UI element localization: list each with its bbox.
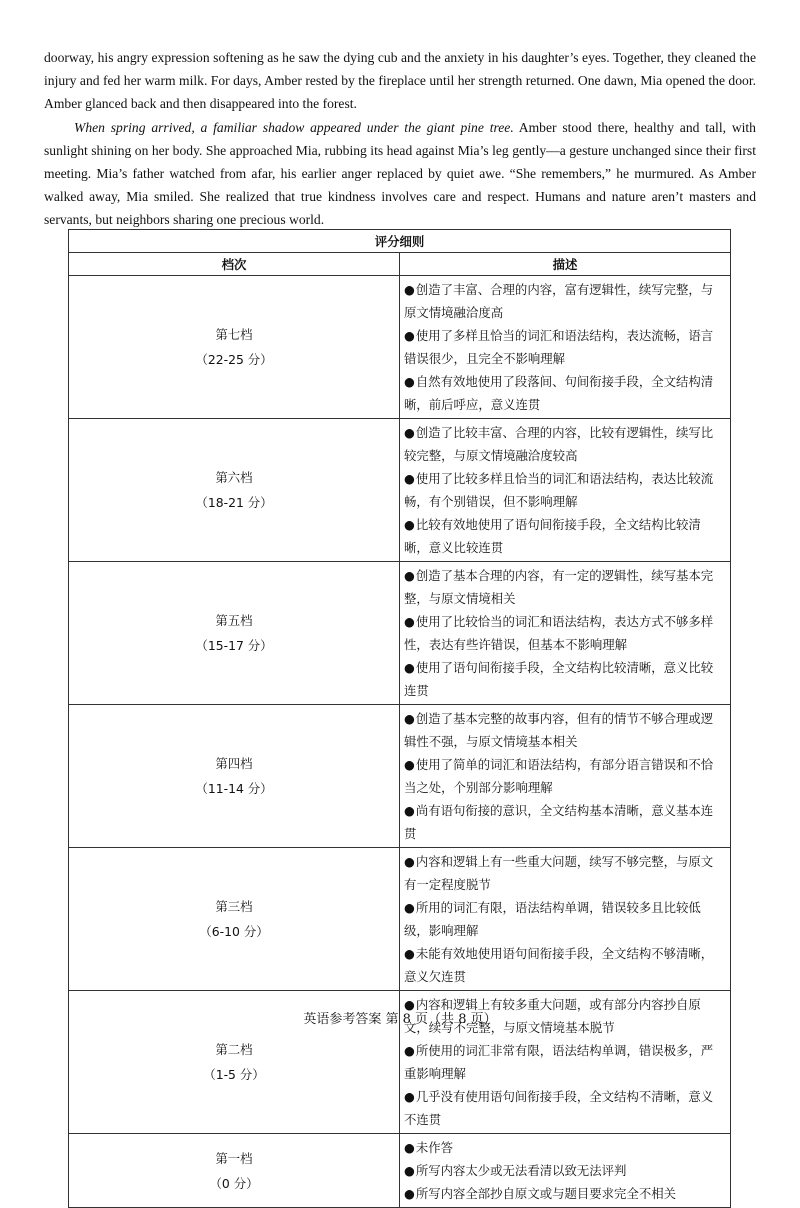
band-score-range: （15-17 分） (195, 638, 273, 653)
band-name: 第三档 (215, 899, 253, 914)
passage-paragraph-1: doorway, his angry expression softening as he saw the dying cub and the anxiety in his daughter’s eyes. Together, they cleaned the injury and fed her warm milk. For days, Amber rested by the fireplace until her strength returned. One dawn, Mia opened the door. Amber glanced back and then disappeared into the forest. (44, 50, 756, 111)
criterion-item: ● 尚有语句衔接的意识，全文结构基本清晰，意义基本连贯 (404, 799, 724, 845)
table-row (69, 562, 731, 705)
description-column-header: 描述 (400, 253, 731, 276)
criterion-item: ● 未作答 (404, 1136, 724, 1159)
criterion-item: ● 创造了基本完整的故事内容，但有的情节不够合理或逻辑性不强，与原文情境基本相关 (404, 707, 724, 753)
band-score-range: （11-14 分） (195, 781, 273, 796)
band-cell (69, 705, 400, 848)
criterion-item: ● 比较有效地使用了语句间衔接手段，全文结构比较清晰，意义比较连贯 (404, 513, 724, 559)
band-score-range: （18-21 分） (195, 495, 273, 510)
criterion-item: ● 未能有效地使用语句间衔接手段，全文结构不够清晰，意义欠连贯 (404, 942, 724, 988)
criterion-item: ● 使用了多样且恰当的词汇和语法结构，表达流畅，语言错误很少，且完全不影响理解 (404, 324, 724, 370)
band-column-header: 档次 (69, 253, 400, 276)
paragraph-body: Amber stood there, healthy and tall, with sunlight shining on her body. She approached Mia, rubbing its head against Mia’s leg gently—a gesture unchanged since their first meeting. Mia’s father watched from afar, his earlier anger replaced by quiet awe. “She remembers,” he murmured. As Amber walked away, Mia smiled. She realized that true kindness involves care and respect. Humans and nature aren’t masters and servants, but neighbors sharing one precious world. (44, 120, 756, 227)
criterion-item: ● 内容和逻辑上有较多重大问题，或有部分内容抄自原文，续写不完整，与原文情境基本脱节 (404, 993, 724, 1039)
passage-paragraph-2 (44, 116, 756, 231)
table-row (69, 848, 731, 991)
band-score-range: （22-25 分） (195, 352, 273, 367)
band-cell (69, 1134, 400, 1208)
band-name: 第四档 (215, 756, 253, 771)
description-cell (400, 276, 731, 419)
criterion-item: ● 使用了比较恰当的词汇和语法结构，表达方式不够多样性，表达有些许错误，但基本不影响理解 (404, 610, 724, 656)
criterion-item: ● 内容和逻辑上有一些重大问题，续写不够完整，与原文有一定程度脱节 (404, 850, 724, 896)
criterion-item: ● 创造了比较丰富、合理的内容，比较有逻辑性，续写比较完整，与原文情境融洽度较高 (404, 421, 724, 467)
band-score-range: （1-5 分） (203, 1067, 265, 1082)
band-cell (69, 562, 400, 705)
description-cell (400, 705, 731, 848)
criterion-item: ● 所使用的词汇非常有限，语法结构单调，错误极多，严重影响理解 (404, 1039, 724, 1085)
band-score-range: （6-10 分） (199, 924, 269, 939)
band-cell (69, 848, 400, 991)
table-row (69, 1134, 731, 1208)
band-name: 第六档 (215, 470, 253, 485)
criterion-item: ● 使用了语句间衔接手段，全文结构比较清晰，意义比较连贯 (404, 656, 724, 702)
criterion-item: ● 几乎没有使用语句间衔接手段，全文结构不清晰，意义不连贯 (404, 1085, 724, 1131)
criterion-item: ● 使用了简单的词汇和语法结构，有部分语言错误和不恰当之处，个别部分影响理解 (404, 753, 724, 799)
band-cell (69, 419, 400, 562)
page-footer: 英语参考答案 第 8 页（共 8 页） (303, 1012, 497, 1027)
criterion-item: ● 创造了丰富、合理的内容，富有逻辑性，续写完整，与原文情境融洽度高 (404, 278, 724, 324)
description-cell (400, 562, 731, 705)
table-row (69, 705, 731, 848)
band-score-range: （0 分） (209, 1175, 259, 1191)
band-cell (69, 276, 400, 419)
criterion-item: ● 使用了比较多样且恰当的词汇和语法结构，表达比较流畅，有个别错误，但不影响理解 (404, 467, 724, 513)
description-cell (400, 419, 731, 562)
band-name: 第一档 (215, 1150, 253, 1166)
description-cell (400, 1134, 731, 1208)
paragraph-lead-sentence: When spring arrived, a familiar shadow appeared under the giant pine tree. (74, 120, 514, 135)
criterion-item: ● 自然有效地使用了段落间、句间衔接手段，全文结构清晰，前后呼应，意义连贯 (404, 370, 724, 416)
criterion-item: ● 创造了基本合理的内容，有一定的逻辑性，续写基本完整，与原文情境相关 (404, 564, 724, 610)
scoring-rubric-table (68, 229, 731, 1208)
band-name: 第五档 (215, 613, 253, 628)
band-name: 第七档 (215, 327, 253, 342)
criterion-item: ● 所写内容太少或无法看清以致无法评判 (404, 1159, 724, 1182)
criterion-item: ● 所写内容全部抄自原文或与题目要求完全不相关 (404, 1182, 724, 1205)
table-row (69, 419, 731, 562)
rubric-title: 评分细则 (69, 230, 731, 253)
description-cell (400, 848, 731, 991)
criterion-item: ● 所用的词汇有限，语法结构单调，错误较多且比较低级，影响理解 (404, 896, 724, 942)
band-name: 第二档 (215, 1042, 253, 1057)
table-row (69, 276, 731, 419)
